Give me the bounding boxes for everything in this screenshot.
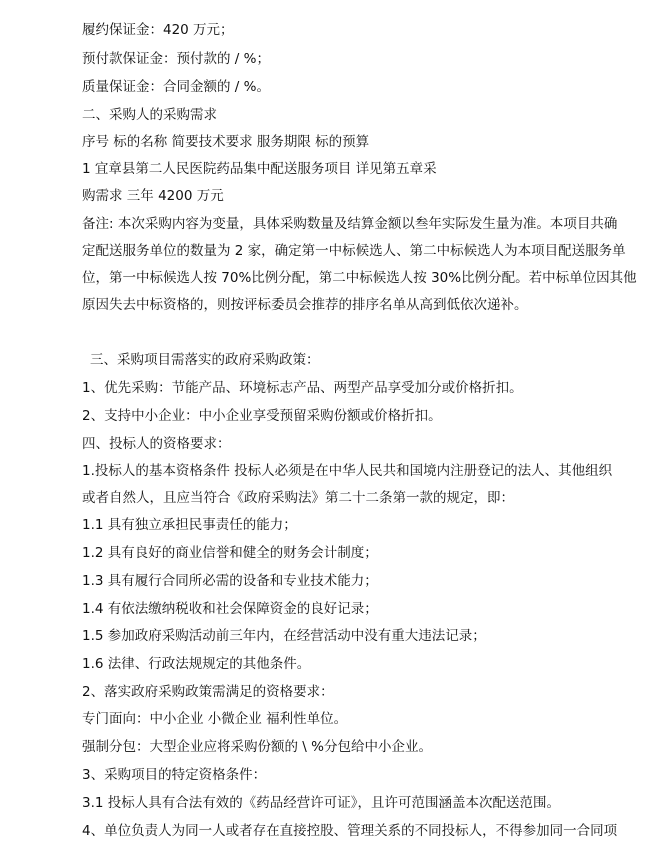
table-header-line: 序号 标的名称 简要技术要求 服务期限 标的预算 xyxy=(82,134,370,150)
specific-qualification-3-1: 3.1 投标人具有合法有效的《药品经营许可证》，且许可范围涵盖本次配送范围。 xyxy=(82,795,561,811)
section-heading-3: 三、采购项目需落实的政府采购政策： xyxy=(90,352,320,368)
dedicated-for-line: 专门面向：中小企业 小微企业 福利性单位。 xyxy=(82,711,348,727)
qualification-item-1-1: 1.1 具有独立承担民事责任的能力； xyxy=(82,517,297,533)
responsible-person-line: 4、单位负责人为同一人或者存在直接控股、管理关系的不同投标人，不得参加同一合同项 xyxy=(82,823,618,839)
qualification-item-1-4: 1.4 有依法缴纳税收和社会保障资金的良好记录； xyxy=(82,601,378,617)
specific-qualification-heading: 3、采购项目的特定资格条件： xyxy=(82,767,267,783)
qualification-line-1: 1.投标人的基本资格条件 投标人必须是在中华人民共和国境内注册登记的法人、其他组织 xyxy=(82,463,613,479)
mandatory-subcontract-line: 强制分包：大型企业应将采购份额的 \ %分包给中小企业。 xyxy=(82,739,432,755)
table-row-line-1: 1 宜章县第二人民医院药品集中配送服务项目 详见第五章采 xyxy=(82,161,437,177)
qualification-item-1-2: 1.2 具有良好的商业信誉和健全的财务会计制度； xyxy=(82,545,378,561)
section-heading-2: 二、采购人的采购需求 xyxy=(82,107,217,123)
qualification-line-2: 或者自然人，且应当符合《政府采购法》第二十二条第一款的规定，即： xyxy=(82,490,514,506)
remark-line-4: 原因失去中标资格的，则按评标委员会推荐的排序名单从高到低依次递补。 xyxy=(82,297,528,313)
section-heading-4: 四、投标人的资格要求： xyxy=(82,436,231,452)
performance-bond-line: 履约保证金：420 万元； xyxy=(82,22,234,38)
remark-line-1: 备注: 本次采购内容为变量，具体采购数量及结算金额以叁年实际发生量为准。本项目共确 xyxy=(82,216,618,232)
advance-payment-bond-line: 预付款保证金：预付款的 / %； xyxy=(82,51,270,67)
remark-line-3: 位，第一中标候选人按 70%比例分配，第二中标候选人按 30%比例分配。若中标单位因其他 xyxy=(82,270,637,286)
qualification-item-1-6: 1.6 法律、行政法规规定的其他条件。 xyxy=(82,656,311,672)
policy-item-1: 1、优先采购：节能产品、环境标志产品、两型产品享受加分或价格折扣。 xyxy=(82,380,523,396)
remark-line-2: 定配送服务单位的数量为 2 家，确定第一中标候选人、第二中标候选人为本项目配送服务单 xyxy=(82,243,626,259)
policy-item-2: 2、支持中小企业：中小企业享受预留采购份额或价格折扣。 xyxy=(82,408,442,424)
qualification-item-1-3: 1.3 具有履行合同所必需的设备和专业技术能力； xyxy=(82,573,378,589)
qualification-item-1-5: 1.5 参加政府采购活动前三年内，在经营活动中没有重大违法记录； xyxy=(82,628,486,644)
quality-bond-line: 质量保证金：合同金额的 / %。 xyxy=(82,79,270,95)
policy-requirements-heading: 2、落实政府采购政策需满足的资格要求： xyxy=(82,684,334,700)
table-row-line-2: 购需求 三年 4200 万元 xyxy=(82,188,224,204)
